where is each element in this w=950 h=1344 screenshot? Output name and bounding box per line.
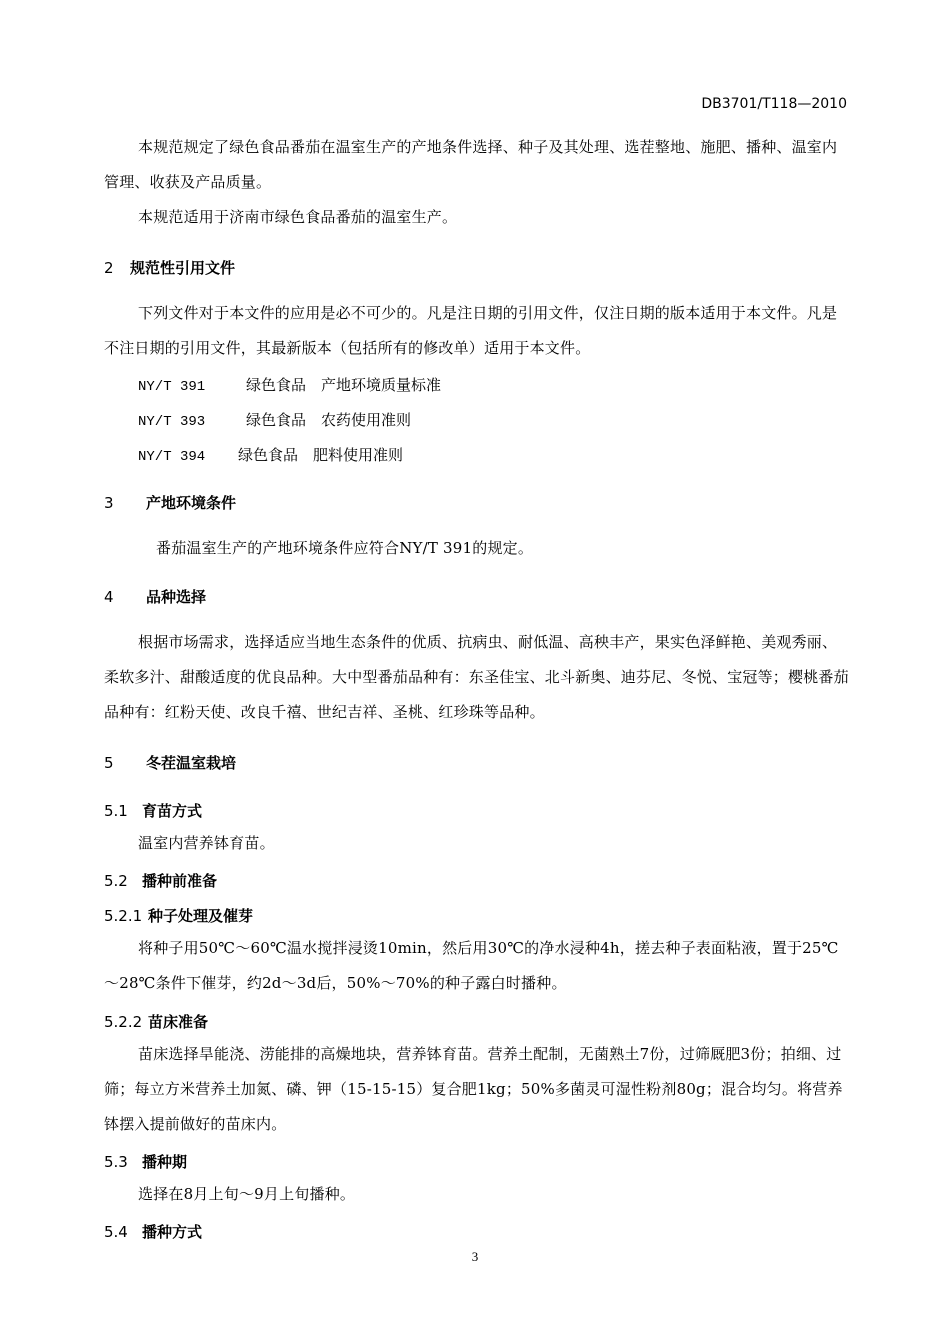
section-5-3-text: 选择在8月上旬～9月上旬播种。 [138, 1185, 356, 1203]
section-2-heading [104, 257, 235, 278]
reference-code: NY/T 394 [138, 449, 206, 465]
section-title: 冬茬温室栽培 [146, 754, 237, 772]
reference-name: 绿色食品 农药使用准则 [246, 411, 412, 429]
section-title: 播种前准备 [142, 872, 218, 890]
section-title: 播种方式 [142, 1223, 203, 1241]
section-title: 品种选择 [146, 588, 207, 606]
section-number: 2 [104, 259, 114, 277]
section-5-2-1-heading [104, 905, 253, 926]
reference-code: NY/T 391 [138, 379, 206, 395]
section-5-1-heading [104, 800, 202, 821]
section-4-text: 根据市场需求，选择适应当地生态条件的优质、抗病虫、耐低温、高秧丰产，果实色泽鲜艳、美观秀丽、柔软多汁、甜酸适度的优良品种。大中型番茄品种有：东圣佳宝、北斗新奥、迪芬尼、冬悦、宝冠等；樱桃番茄品种有：红粉天使、改良千禧、世纪吉祥、圣桃、红珍珠等品种。 [104, 633, 849, 721]
document-id: DB3701/T118—2010 [701, 96, 847, 112]
section-3-text: 番茄温室生产的产地环境条件应符合NY/T 391的规定。 [156, 539, 534, 557]
section-5-2-1-text: 将种子用50℃～60℃温水搅拌浸烫10min，然后用30℃的净水浸种4h，搓去种子表面粘液，置于25℃～28℃条件下催芽，约2d～3d后，50%～70%的种子露白时播种。 [104, 939, 839, 992]
section-5-2-2-text: 苗床选择旱能浇、涝能排的高燥地块，营养钵育苗。营养土配制，无菌熟土7份，过筛厩肥3份；拍细、过筛；每立方米营养土加氮、磷、钾（15-15-15）复合肥1kg；50%多菌灵可湿性粉剂80g；混合均匀。将营养钵摆入提前做好的苗床内。 [104, 1045, 843, 1133]
section-number: 5.2 [104, 872, 128, 890]
reference-row [138, 409, 411, 430]
reference-code: NY/T 393 [138, 414, 206, 430]
section-5-1-text: 温室内营养钵育苗。 [138, 834, 275, 852]
section-number: 4 [104, 588, 114, 606]
reference-name: 绿色食品 肥料使用准则 [238, 446, 404, 464]
section-title: 苗床准备 [148, 1013, 209, 1031]
reference-name: 绿色食品 产地环境质量标准 [246, 376, 442, 394]
scope-paragraph-1: 本规范规定了绿色食品番茄在温室生产的产地条件选择、种子及其处理、选茬整地、施肥、播种、温室内管理、收获及产品质量。 [104, 138, 838, 191]
reference-row [138, 374, 441, 395]
section-title: 产地环境条件 [146, 494, 237, 512]
section-5-heading [104, 752, 236, 773]
section-title: 种子处理及催芽 [148, 907, 254, 925]
section-5-3-heading [104, 1151, 187, 1172]
section-number: 5.2.1 [104, 907, 143, 925]
section-number: 5.2.2 [104, 1013, 143, 1031]
scope-paragraph-2: 本规范适用于济南市绿色食品番茄的温室生产。 [138, 208, 458, 226]
section-5-4-heading [104, 1221, 202, 1242]
page-number: 3 [471, 1249, 479, 1264]
section-3-heading [104, 492, 236, 513]
section-number: 3 [104, 494, 114, 512]
section-number: 5.3 [104, 1153, 128, 1171]
section-number: 5.4 [104, 1223, 128, 1241]
section-number: 5.1 [104, 802, 128, 820]
section-5-2-2-heading [104, 1011, 208, 1032]
section-title: 播种期 [142, 1153, 188, 1171]
section-4-heading [104, 586, 206, 607]
section-5-2-heading [104, 870, 217, 891]
reference-row [138, 444, 403, 465]
section-2-intro: 下列文件对于本文件的应用是必不可少的。凡是注日期的引用文件，仅注日期的版本适用于本文件。凡是不注日期的引用文件，其最新版本（包括所有的修改单）适用于本文件。 [104, 304, 838, 357]
section-number: 5 [104, 754, 114, 772]
section-title: 规范性引用文件 [130, 259, 236, 277]
section-title: 育苗方式 [142, 802, 203, 820]
